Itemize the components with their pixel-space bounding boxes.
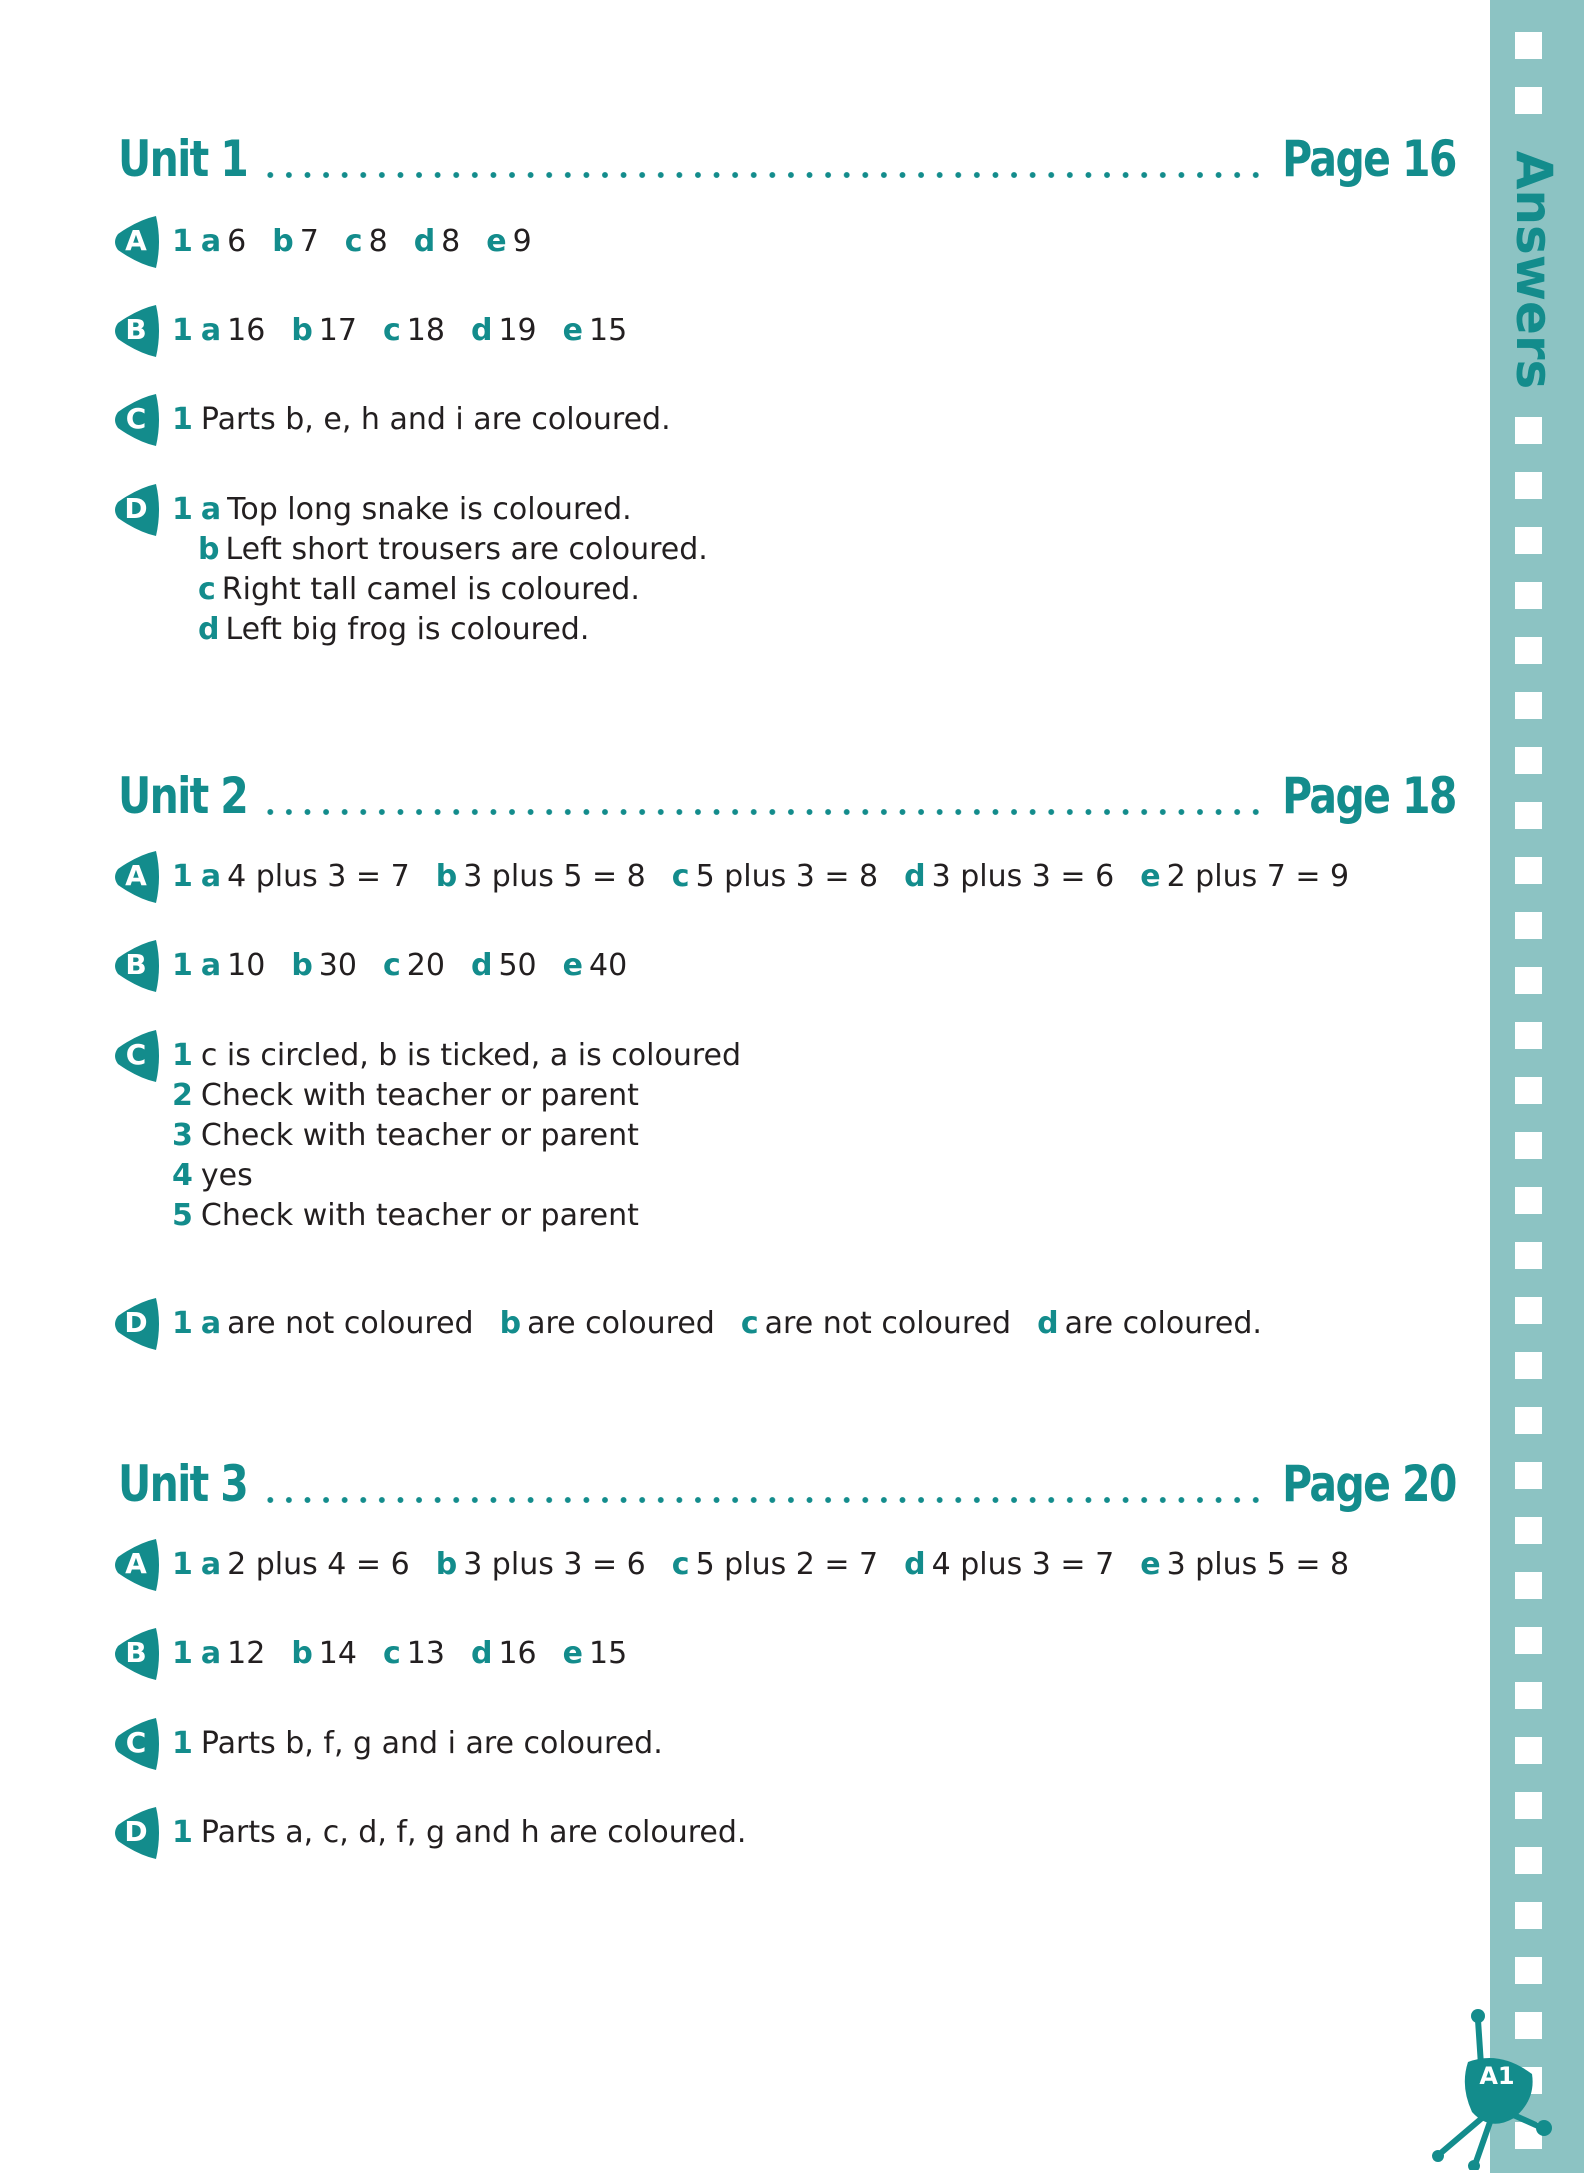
answer-text: c is circled, b is ticked, a is coloured xyxy=(200,1038,742,1073)
section-badge-icon xyxy=(114,1626,162,1682)
section-badge-icon xyxy=(114,1537,162,1593)
section-badge-icon xyxy=(114,303,162,359)
answer-line xyxy=(172,220,532,264)
sidebar-hole xyxy=(1515,1132,1542,1159)
part-letter: e xyxy=(486,224,507,259)
section-letter: A xyxy=(125,859,147,892)
section-badge-icon xyxy=(114,214,162,270)
answer-line xyxy=(172,608,589,652)
part-letter: e xyxy=(1140,859,1161,894)
answer-line xyxy=(172,398,671,442)
part-letter: d xyxy=(470,1636,493,1671)
question-number: 1 xyxy=(172,1547,193,1582)
part-letter: d xyxy=(904,859,926,894)
sidebar-hole xyxy=(1515,1572,1542,1599)
answer-text: Left big frog is coloured. xyxy=(225,612,590,647)
answer-line xyxy=(172,568,640,612)
answer-text: 2 plus 7 = 9 xyxy=(1166,859,1350,894)
page-number-mascot-icon xyxy=(1420,2000,1570,2170)
sidebar-hole xyxy=(1515,1957,1542,1984)
answer-text: 5 plus 2 = 7 xyxy=(695,1547,879,1582)
answer-text: 50 xyxy=(498,948,537,983)
question-number: 1 xyxy=(172,1306,193,1341)
section-badge-icon xyxy=(114,392,162,448)
answer-text: 3 plus 3 = 6 xyxy=(463,1547,646,1582)
sidebar-hole xyxy=(1515,1682,1542,1709)
answer-text: 9 xyxy=(512,224,532,259)
sidebar-hole xyxy=(1515,1242,1542,1269)
sidebar-hole xyxy=(1515,1077,1542,1104)
sidebar-hole xyxy=(1515,1407,1542,1434)
sidebar-hole xyxy=(1515,32,1542,59)
answer-text: 4 plus 3 = 7 xyxy=(227,859,410,894)
part-letter: c xyxy=(382,1636,401,1671)
answer-text: 20 xyxy=(406,948,445,983)
sidebar-hole xyxy=(1515,1847,1542,1874)
part-letter: b xyxy=(499,1306,522,1341)
part-letter: c xyxy=(382,313,401,348)
sidebar-hole xyxy=(1515,472,1542,499)
sidebar-hole xyxy=(1515,857,1542,884)
answer-text: yes xyxy=(200,1158,253,1193)
question-number: 3 xyxy=(172,1118,193,1153)
answer-text: 12 xyxy=(227,1636,266,1671)
question-number: 1 xyxy=(172,1636,193,1671)
answer-line xyxy=(172,1632,627,1676)
question-number: 1 xyxy=(172,492,193,527)
answer-text: 16 xyxy=(498,1636,537,1671)
section-letter: D xyxy=(124,1815,148,1848)
answer-text: 16 xyxy=(227,313,266,348)
sidebar-hole xyxy=(1515,802,1542,829)
answer-line xyxy=(172,1194,639,1238)
part-letter: a xyxy=(200,1547,222,1582)
sidebar-hole xyxy=(1515,87,1542,114)
part-letter: a xyxy=(200,224,222,259)
answer-line xyxy=(172,309,627,353)
part-letter: a xyxy=(200,313,222,348)
question-number: 4 xyxy=(172,1158,193,1193)
answer-text: 8 xyxy=(368,224,388,259)
unit-header xyxy=(118,755,1456,825)
answer-text: 10 xyxy=(227,948,266,983)
part-letter: a xyxy=(200,1636,222,1671)
answer-line xyxy=(172,1114,639,1158)
section-badge-icon xyxy=(114,849,162,905)
part-letter: a xyxy=(200,492,222,527)
sidebar-hole xyxy=(1515,1627,1542,1654)
answer-text: Left short trousers are coloured. xyxy=(225,532,708,567)
answer-text: 5 plus 3 = 8 xyxy=(695,859,879,894)
question-number: 1 xyxy=(172,1038,193,1073)
sidebar-hole xyxy=(1515,582,1542,609)
part-letter: a xyxy=(200,948,222,983)
answer-text: Parts b, f, g and i are coloured. xyxy=(200,1726,663,1761)
unit-title: Unit 3 xyxy=(118,1455,248,1513)
sidebar-hole xyxy=(1515,1792,1542,1819)
answers-label: Answers xyxy=(1505,150,1563,390)
question-number: 2 xyxy=(172,1078,193,1113)
answer-line xyxy=(172,1074,639,1118)
part-letter: d xyxy=(470,948,493,983)
unit-header xyxy=(118,118,1456,188)
unit-page-ref: Page 20 xyxy=(1282,1455,1456,1513)
sidebar-hole xyxy=(1515,1187,1542,1214)
question-number: 1 xyxy=(172,402,193,437)
sidebar-hole xyxy=(1515,692,1542,719)
answer-line xyxy=(172,1154,253,1198)
answer-text: 3 plus 5 = 8 xyxy=(463,859,646,894)
answer-text: 13 xyxy=(406,1636,445,1671)
unit-title: Unit 2 xyxy=(118,767,248,825)
section-letter: B xyxy=(125,313,147,346)
answer-text: 3 plus 3 = 6 xyxy=(931,859,1115,894)
question-number: 1 xyxy=(172,1726,193,1761)
section-letter: B xyxy=(125,948,147,981)
unit-title: Unit 1 xyxy=(118,130,248,188)
part-letter: d xyxy=(198,612,220,647)
answer-line xyxy=(172,1543,1349,1587)
answer-text: 6 xyxy=(227,224,247,259)
part-letter: e xyxy=(562,948,583,983)
part-letter: b xyxy=(198,532,220,567)
leader-dots xyxy=(261,170,1264,180)
answer-line xyxy=(172,1811,746,1855)
sidebar-hole xyxy=(1515,747,1542,774)
part-letter: c xyxy=(671,1547,690,1582)
page-number: A1 xyxy=(1479,2062,1515,2090)
part-letter: b xyxy=(291,1636,313,1671)
leader-dots xyxy=(261,807,1264,817)
part-letter: d xyxy=(413,224,436,259)
question-number: 5 xyxy=(172,1198,193,1233)
answer-text: 4 plus 3 = 7 xyxy=(931,1547,1115,1582)
section-badge-icon xyxy=(114,1805,162,1861)
section-letter: C xyxy=(125,1726,147,1759)
sidebar-hole xyxy=(1515,1297,1542,1324)
answer-line xyxy=(172,855,1349,899)
answer-line xyxy=(172,528,708,572)
question-number: 1 xyxy=(172,313,193,348)
section-letter: A xyxy=(125,1547,147,1580)
section-letter: A xyxy=(125,224,147,257)
section-badge-icon xyxy=(114,1028,162,1084)
unit-page-ref: Page 16 xyxy=(1282,130,1456,188)
section-letter: C xyxy=(125,1038,147,1071)
part-letter: c xyxy=(671,859,690,894)
part-letter: a xyxy=(200,859,222,894)
section-badge-icon xyxy=(114,1296,162,1352)
section-letter: D xyxy=(124,492,148,525)
answer-text: Parts b, e, h and i are coloured. xyxy=(200,402,671,437)
part-letter: d xyxy=(1037,1306,1059,1341)
answer-text: 14 xyxy=(318,1636,357,1671)
answer-text: 8 xyxy=(441,224,461,259)
sidebar-hole xyxy=(1515,1737,1542,1764)
answer-text: 30 xyxy=(318,948,357,983)
section-letter: C xyxy=(125,402,147,435)
part-letter: b xyxy=(291,948,313,983)
section-letter: B xyxy=(125,1636,147,1669)
part-letter: c xyxy=(382,948,401,983)
sidebar-hole xyxy=(1515,1352,1542,1379)
section-badge-icon xyxy=(114,482,162,538)
answer-text: 3 plus 5 = 8 xyxy=(1166,1547,1350,1582)
answer-text: Check with teacher or parent xyxy=(200,1198,639,1233)
answer-text: 7 xyxy=(299,224,319,259)
question-number: 1 xyxy=(172,859,193,894)
part-letter: e xyxy=(562,1636,583,1671)
answer-text: are not coloured xyxy=(764,1306,1012,1341)
answer-text: 40 xyxy=(589,948,628,983)
answer-line xyxy=(172,944,627,988)
answers-tab xyxy=(1503,150,1565,390)
answer-text: are coloured. xyxy=(1064,1306,1262,1341)
part-letter: d xyxy=(904,1547,926,1582)
section-badge-icon xyxy=(114,1716,162,1772)
sidebar-hole xyxy=(1515,912,1542,939)
answer-text: Top long snake is coloured. xyxy=(227,492,632,527)
question-number: 1 xyxy=(172,1815,193,1850)
answer-line xyxy=(172,1034,741,1078)
answer-text: 15 xyxy=(589,313,628,348)
part-letter: b xyxy=(291,313,313,348)
part-letter: b xyxy=(435,859,458,894)
unit-header xyxy=(118,1443,1456,1513)
answer-text: Parts a, c, d, f, g and h are coloured. xyxy=(200,1815,747,1850)
answer-text: 2 plus 4 = 6 xyxy=(227,1547,410,1582)
part-letter: e xyxy=(562,313,583,348)
sidebar-hole xyxy=(1515,1517,1542,1544)
answer-text: are coloured xyxy=(527,1306,715,1341)
part-letter: c xyxy=(198,572,216,607)
sidebar-hole xyxy=(1515,1902,1542,1929)
answer-text: Check with teacher or parent xyxy=(200,1118,639,1153)
leader-dots xyxy=(261,1495,1264,1505)
answer-text: Check with teacher or parent xyxy=(200,1078,639,1113)
sidebar-hole xyxy=(1515,417,1542,444)
sidebar-hole xyxy=(1515,1022,1542,1049)
answer-line xyxy=(172,1302,1262,1346)
part-letter: a xyxy=(200,1306,222,1341)
part-letter: c xyxy=(740,1306,759,1341)
section-badge-icon xyxy=(114,938,162,994)
answer-text: 19 xyxy=(498,313,537,348)
question-number: 1 xyxy=(172,224,193,259)
part-letter: d xyxy=(470,313,493,348)
part-letter: b xyxy=(435,1547,458,1582)
sidebar-hole xyxy=(1515,967,1542,994)
answer-text: 15 xyxy=(589,1636,628,1671)
answer-text: are not coloured xyxy=(227,1306,474,1341)
sidebar-hole xyxy=(1515,527,1542,554)
unit-page-ref: Page 18 xyxy=(1282,767,1456,825)
sidebar-hole xyxy=(1515,1462,1542,1489)
section-letter: D xyxy=(124,1306,148,1339)
part-letter: b xyxy=(272,224,294,259)
part-letter: c xyxy=(344,224,363,259)
sidebar-hole xyxy=(1515,637,1542,664)
part-letter: e xyxy=(1140,1547,1161,1582)
answer-line xyxy=(172,1722,663,1766)
answer-text: 17 xyxy=(318,313,357,348)
question-number: 1 xyxy=(172,948,193,983)
answer-text: Right tall camel is coloured. xyxy=(221,572,640,607)
answer-text: 18 xyxy=(406,313,445,348)
answer-line xyxy=(172,488,632,532)
